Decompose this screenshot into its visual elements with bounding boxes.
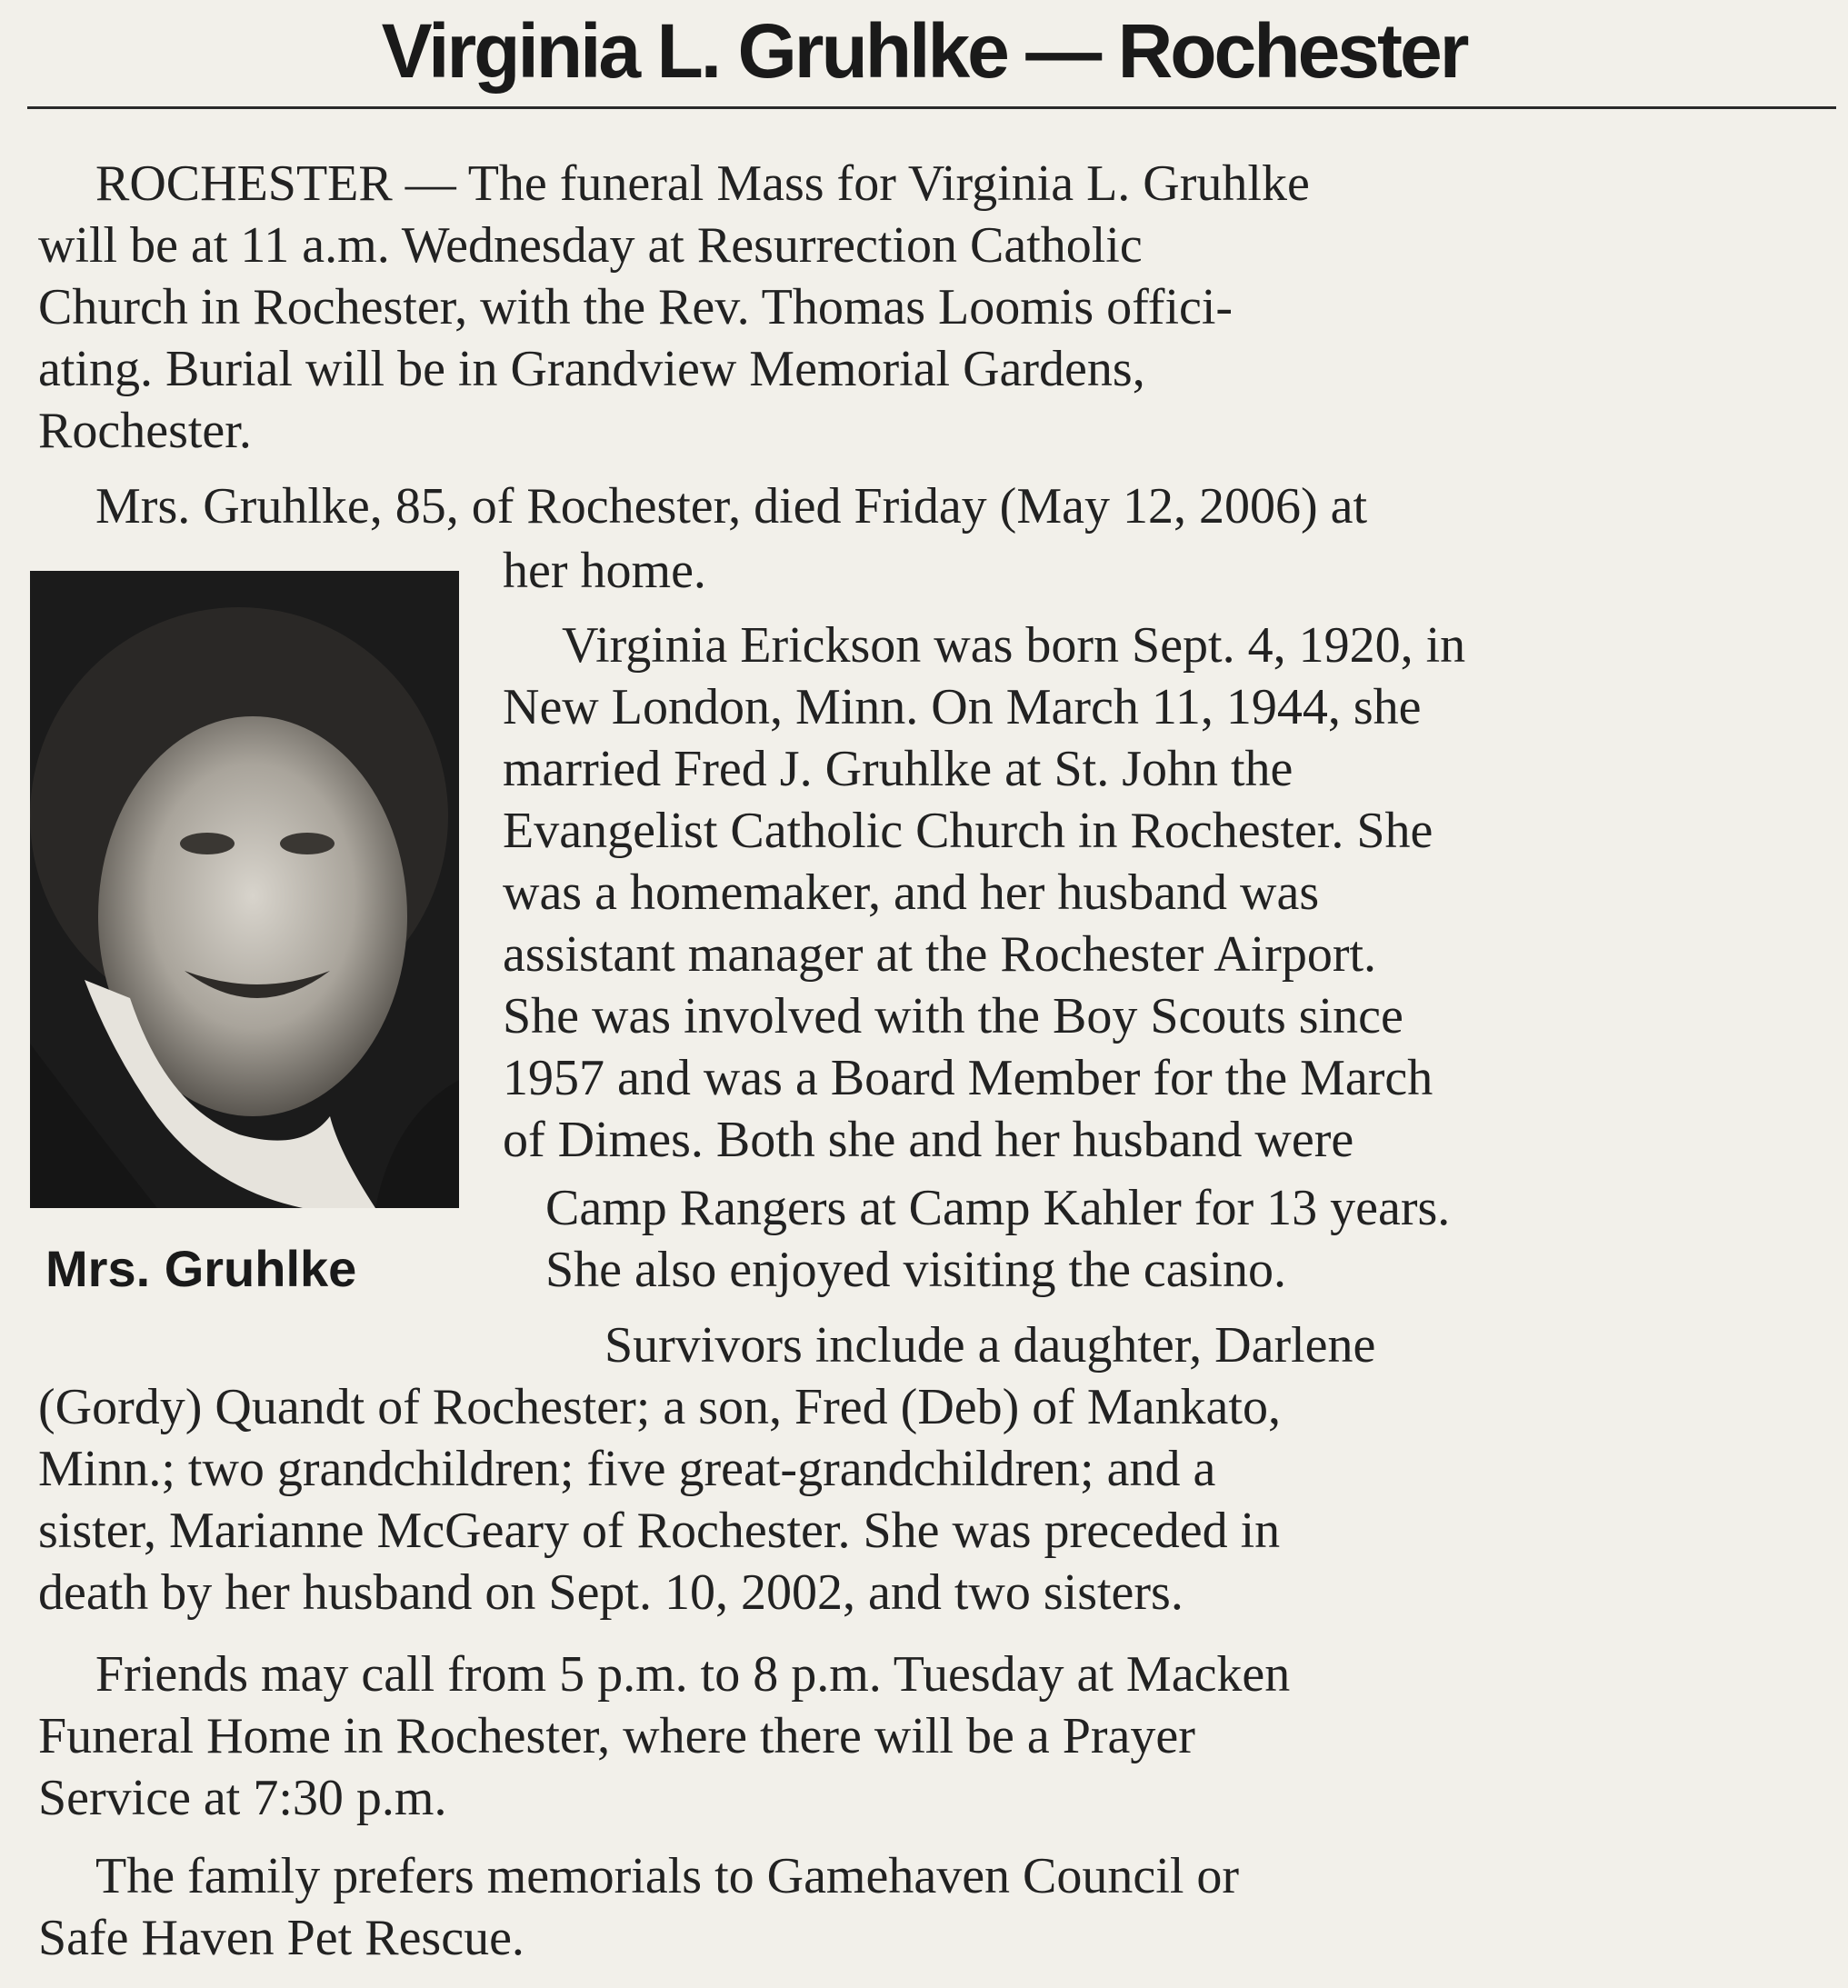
text-line: Safe Haven Pet Rescue. [38,1910,524,1966]
text-line: Rochester. [38,403,252,459]
portrait-photo [30,571,459,1208]
text-line: Mrs. Gruhlke, 85, of Rochester, died Friday (May 12, 2006) at [95,478,1368,534]
text-line: Church in Rochester, with the Rev. Thomas Loomis offici- [38,279,1234,335]
text-line: Friends may call from 5 p.m. to 8 p.m. Tuesday at Macken [95,1646,1291,1703]
text-line: ating. Burial will be in Grandview Memorial Gardens, [38,341,1145,397]
text-line: sister, Marianne McGeary of Rochester. She was preceded in [38,1503,1281,1559]
text-line: will be at 11 a.m. Wednesday at Resurrection Catholic [38,217,1143,274]
text-line: She was involved with the Boy Scouts since [503,988,1403,1044]
text-line: Evangelist Catholic Church in Rochester. She [503,803,1433,859]
text-line: Virginia Erickson was born Sept. 4, 1920, in [562,617,1466,674]
text-line: Service at 7:30 p.m. [38,1770,447,1826]
text-line: She also enjoyed visiting the casino. [545,1242,1286,1298]
text-line: death by her husband on Sept. 10, 2002, and two sisters. [38,1564,1184,1621]
photo-caption: Mrs. Gruhlke [45,1240,357,1297]
text-line: Minn.; two grandchildren; five great-grandchildren; and a [38,1441,1216,1497]
text-line: married Fred J. Gruhlke at St. John the [503,741,1294,797]
text-line: New London, Minn. On March 11, 1944, she [503,679,1422,735]
text-line: 1957 and was a Board Member for the March [503,1050,1433,1106]
text-line: Survivors include a daughter, Darlene [604,1317,1376,1374]
text-line: Funeral Home in Rochester, where there will be a Prayer [38,1708,1195,1764]
text-line: ROCHESTER — The funeral Mass for Virginia L. Gruhlke [95,155,1310,212]
portrait-image [30,571,459,1208]
headline: Virginia L. Gruhlke — Rochester [381,8,1467,94]
text-line: assistant manager at the Rochester Airport. [503,926,1377,983]
text-line: of Dimes. Both she and her husband were [503,1112,1354,1168]
text-line: was a homemaker, and her husband was [503,864,1320,921]
text-line: The family prefers memorials to Gamehaven Council or [95,1848,1240,1904]
headline-rule [27,106,1836,109]
text-line: Camp Rangers at Camp Kahler for 13 years. [545,1180,1451,1236]
text-line: (Gordy) Quandt of Rochester; a son, Fred (Deb) of Mankato, [38,1379,1281,1435]
text-line: her home. [503,543,706,599]
